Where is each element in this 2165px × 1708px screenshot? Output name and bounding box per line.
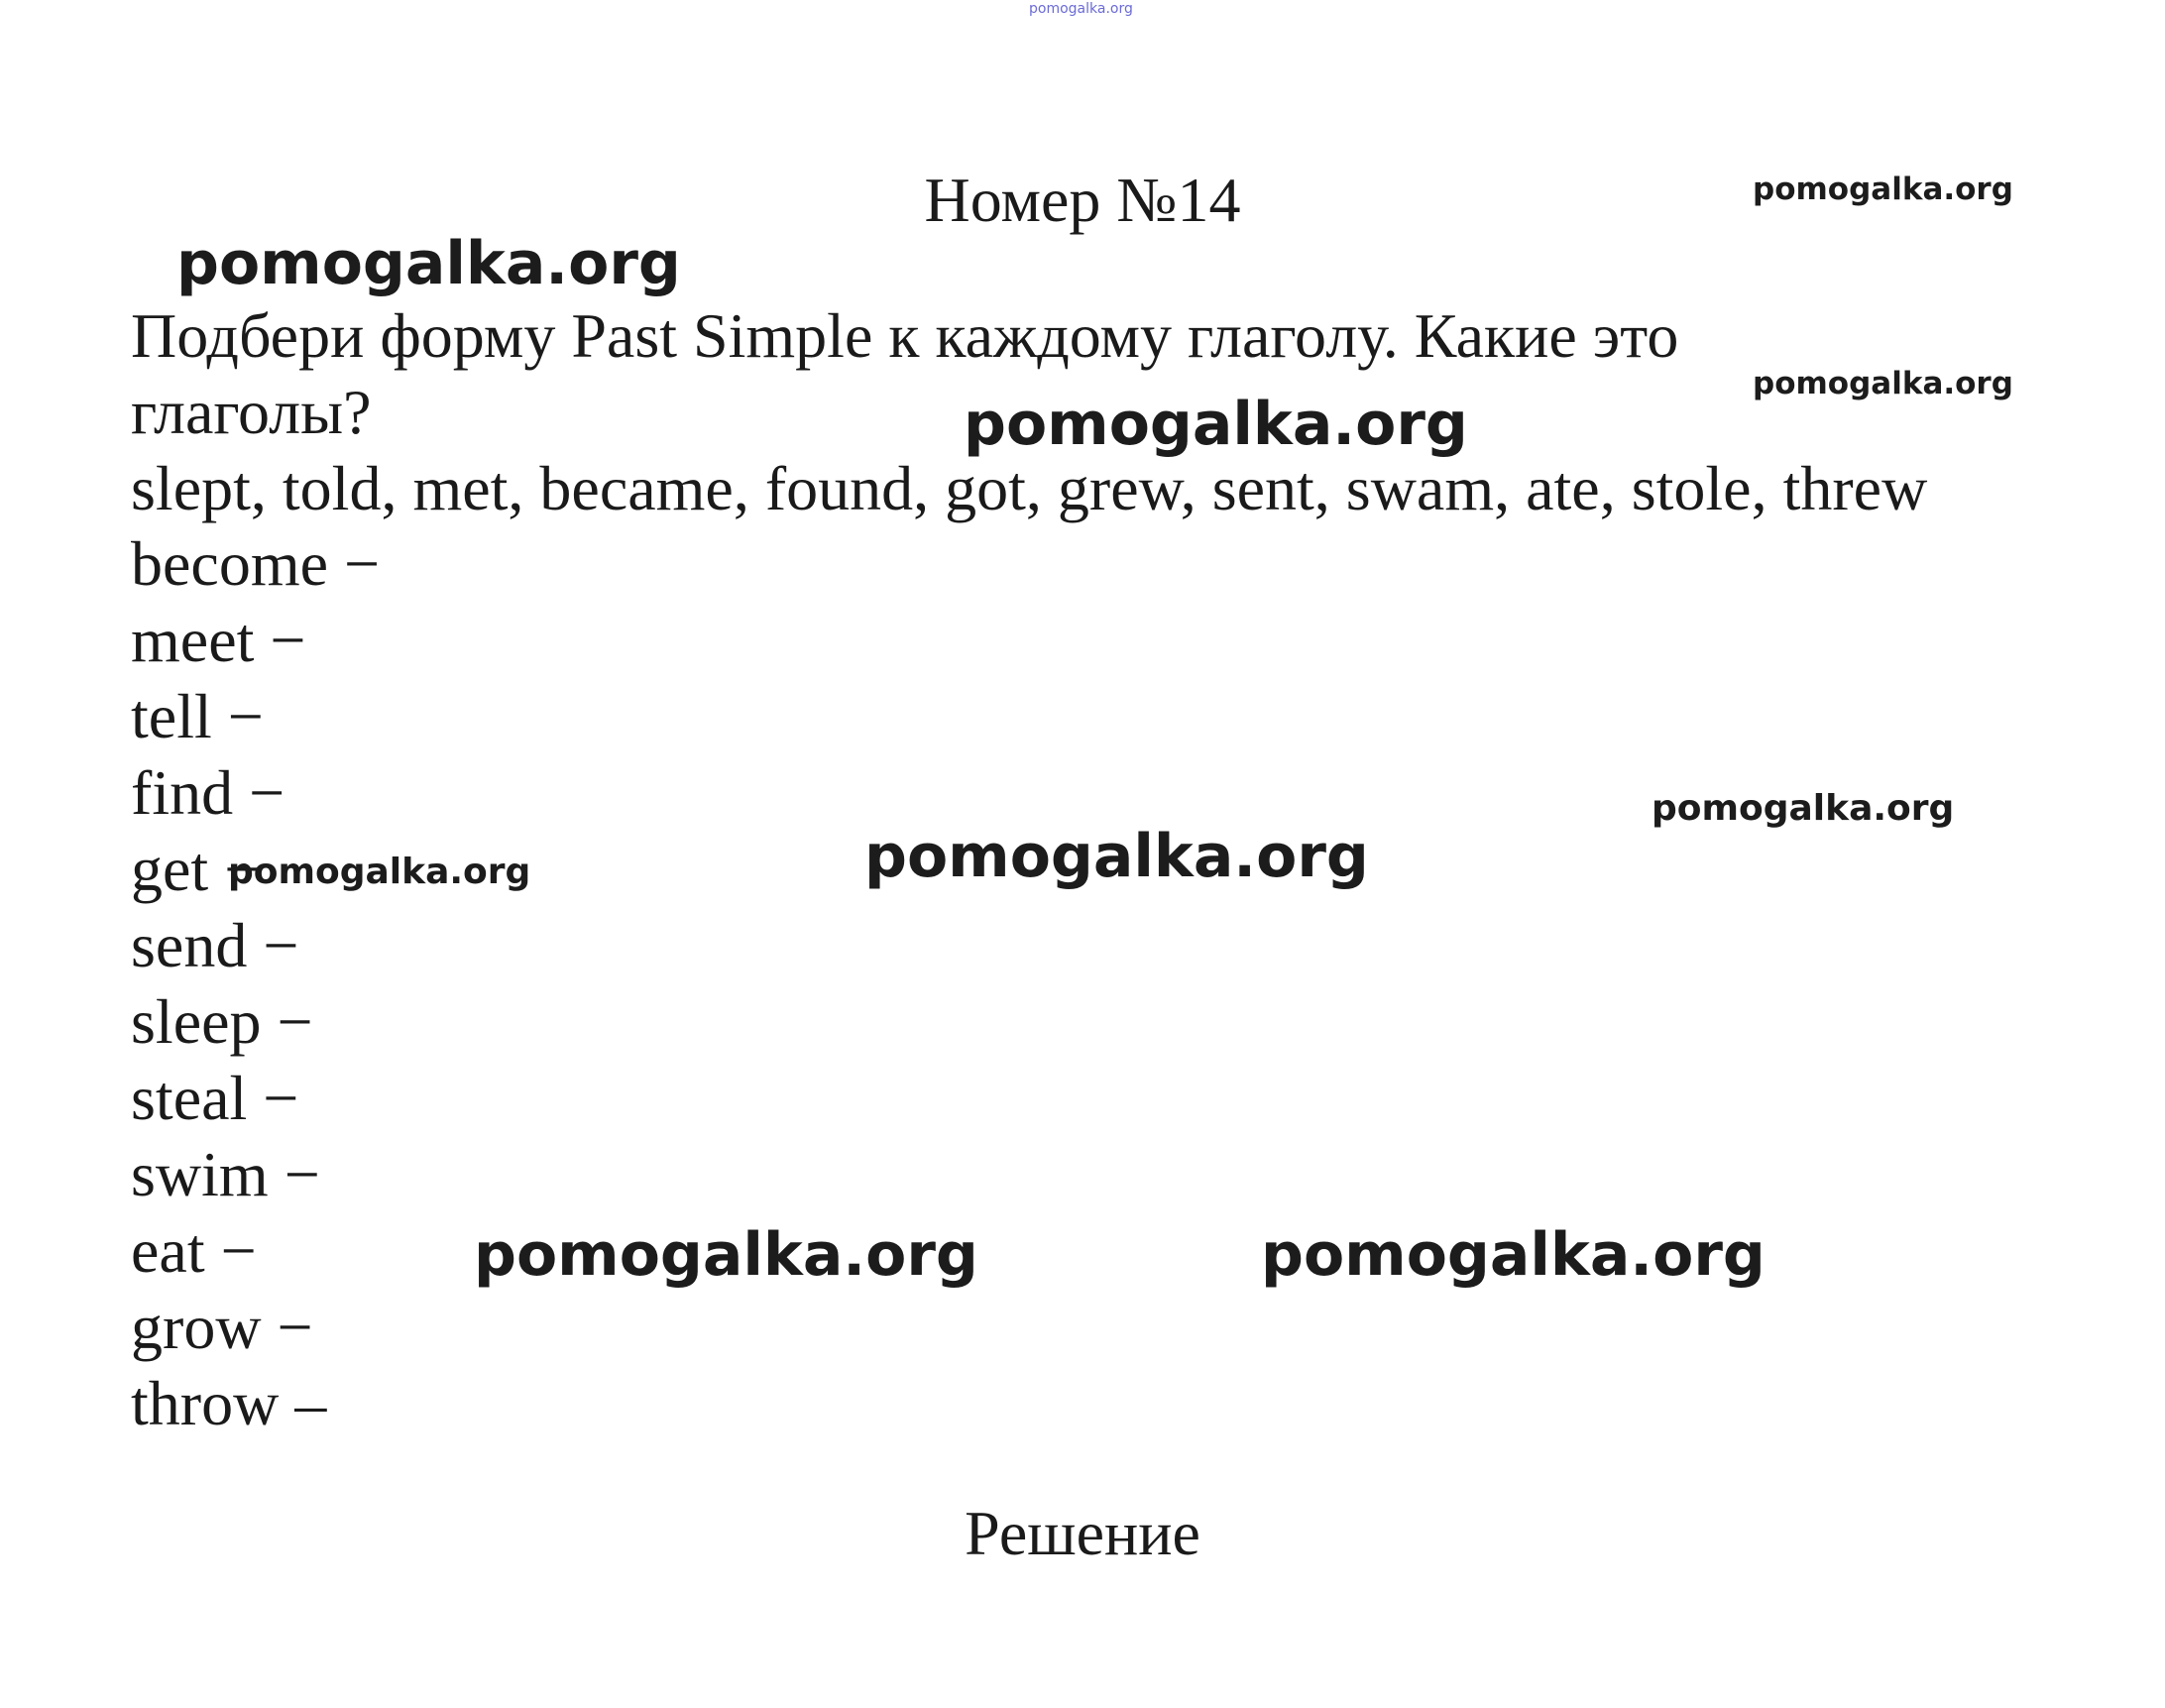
verb-list	[131, 525, 380, 1441]
watermark: pomogalka.org	[228, 852, 531, 892]
instruction-line-1: Подбери форму Past Simple к каждому глаголу. Какие это	[131, 300, 1679, 371]
page-title: Номер №14	[924, 165, 1241, 235]
verb-item: send −	[131, 910, 299, 980]
watermark: pomogalka.org	[1261, 1220, 1766, 1290]
watermark: pomogalka.org	[1753, 366, 2013, 401]
verb-item: become −	[131, 528, 381, 599]
verb-item: grow −	[131, 1292, 313, 1362]
watermark: pomogalka.org	[1753, 171, 2013, 207]
verb-item: swim −	[131, 1139, 320, 1209]
verb-item: tell −	[131, 681, 264, 751]
instruction-line-3-verb-forms: slept, told, met, became, found, got, grew, sent, swam, ate, stole, threw	[131, 453, 1928, 523]
verb-item: find −	[131, 757, 285, 828]
watermark-top-tiny: pomogalka.org	[1029, 1, 1133, 17]
verb-item: get −	[131, 834, 261, 904]
instruction-line-2: глаголы?	[131, 377, 372, 447]
watermark: pomogalka.org	[964, 390, 1468, 459]
verb-item: sleep −	[131, 986, 313, 1057]
watermark: pomogalka.org	[1652, 788, 1955, 829]
verb-item: meet −	[131, 605, 306, 675]
verb-item: steal −	[131, 1063, 299, 1133]
solution-heading: Решение	[965, 1498, 1200, 1568]
watermark: pomogalka.org	[864, 822, 1369, 891]
verb-item: throw –	[131, 1368, 327, 1438]
watermark: pomogalka.org	[176, 229, 681, 298]
verb-item: eat −	[131, 1215, 257, 1286]
watermark: pomogalka.org	[474, 1220, 978, 1290]
